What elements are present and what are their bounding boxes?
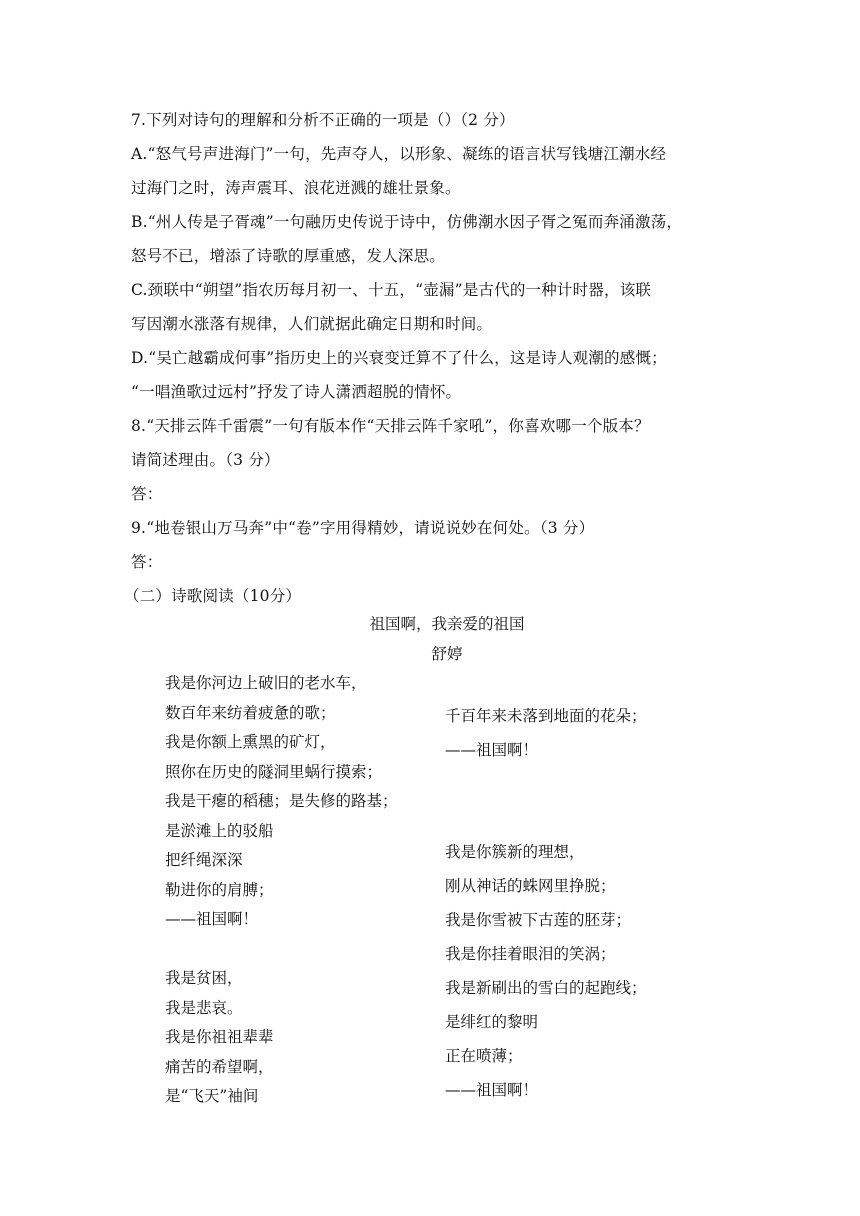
poem-line: 我是新刷出的雪白的起跑线；	[445, 979, 647, 997]
q9-line1: 9.“地卷银山万马奔”中“卷”字用得精妙，请说说妙在何处。（3 分）	[131, 519, 595, 537]
poem-line: 千百年来未落到地面的花朵；	[445, 707, 647, 725]
q7-option-a-line2: 过海门之时，涛声震耳、浪花迸溅的雄壮景象。	[131, 179, 461, 197]
poem-line: ——祖国啊！	[445, 1081, 539, 1099]
q7-option-b-line2: 怒号不已，增添了诗歌的厚重感，发人深思。	[131, 247, 446, 265]
poem-line: 我是你河边上破旧的老水车，	[165, 674, 367, 692]
q7-option-b-line1: B.“州人传是子胥魂”一句融历史传说于诗中，仿佛潮水因子胥之冤而奔涌激荡，	[131, 213, 683, 231]
poem-line: 我是你簇新的理想，	[445, 843, 585, 861]
poem-line: 我是贫困，	[165, 969, 243, 987]
poem-line: 我是你额上熏黑的矿灯，	[165, 733, 336, 751]
q8-answer-label: 答：	[131, 485, 163, 503]
poem-line: 刚从神话的蛛网里挣脱；	[445, 877, 616, 895]
poem-line: 照你在历史的隧洞里蜗行摸索；	[165, 762, 383, 781]
poem-line: ——祖国啊！	[445, 741, 539, 759]
poem-line: 我是你挂着眼泪的笑涡；	[445, 945, 616, 963]
q8-line1: 8.“天排云阵千雷震”一句有版本作“天排云阵千家吼”，你喜欢哪一个版本？	[131, 417, 650, 435]
q7-option-a-line1: A.“怒气号声进海门”一句，先声夺人，以形象、凝练的语言状写钱塘江潮水经	[131, 145, 667, 163]
poem-line: 是淤滩上的驳船	[165, 821, 274, 840]
poem-author: 舒婷	[431, 645, 463, 663]
q7-option-d-line1: D.“吴亡越霸成何事”指历史上的兴衰变迁算不了什么，这是诗人观潮的感慨；	[131, 349, 667, 367]
poem-line: 我是干瘪的稻穗；是失修的路基；	[165, 792, 398, 810]
q7-stem: 7.下列对诗句的理解和分析不正确的一项是（）（2 分）	[131, 111, 515, 129]
poem-line: 勒进你的肩膊；	[165, 880, 274, 899]
poem-line: 正在喷薄；	[445, 1047, 523, 1065]
poem-line: 我是悲哀。	[165, 998, 243, 1017]
q7-option-c-line2: 写因潮水涨落有规律，人们就据此确定日期和时间。	[131, 315, 493, 333]
q7-option-d-line2: “一唱渔歌过远村”抒发了诗人潇洒超脱的情怀。	[131, 383, 462, 401]
poem-line: 我是你祖祖辈辈	[165, 1028, 274, 1046]
poem-line: 是“飞天”袖间	[165, 1087, 259, 1105]
poem-line: ——祖国啊！	[165, 910, 259, 928]
q7-option-c-line1: C.颈联中“朔望”指农历每月初一、十五，“壶漏”是古代的一种计时器，该联	[131, 281, 652, 299]
poem-line: 把纤绳深深	[165, 851, 243, 869]
poem-title: 祖国啊，我亲爱的祖国	[369, 615, 525, 633]
poem-line: 是绯红的黎明	[445, 1013, 539, 1031]
poem-line: 痛苦的希望啊，	[165, 1057, 274, 1076]
poem-line: 数百年来纺着疲惫的歌；	[165, 703, 336, 722]
q9-answer-label: 答：	[131, 553, 163, 571]
poem-line: 我是你雪被下古莲的胚芽；	[445, 911, 632, 929]
section-heading: （二）诗歌阅读（10分）	[124, 587, 302, 605]
q8-line2: 请简述理由。（3 分）	[131, 451, 280, 469]
